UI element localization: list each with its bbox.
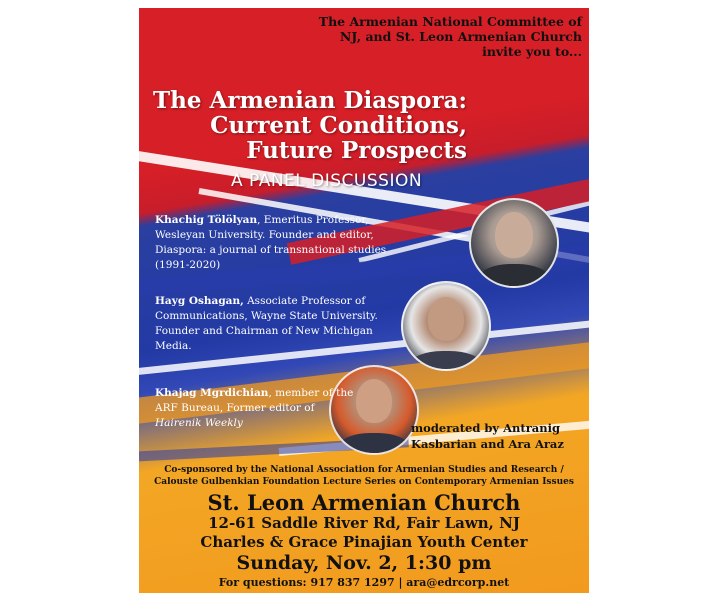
title-line: Future Prospects: [246, 137, 467, 164]
event-title: [147, 88, 467, 163]
panelist-name: Khachig Tölölyan: [155, 214, 258, 226]
event-date: Sunday, Nov. 2, 1:30 pm: [236, 552, 492, 574]
panelist-photo: [401, 281, 491, 371]
panelist-description: , Emeritus Professor, Wesleyan University. Founder and editor, Diaspora: a journal of transnational studies (1991-2020): [155, 214, 387, 271]
cosponsor-line: Calouste Gulbenkian Foundation Lecture Series on Contemporary Armenian Issues: [154, 477, 574, 487]
moderators-line: moderated by Antranig: [411, 421, 560, 435]
panelist-bio: [155, 213, 405, 273]
panelist-photo: [469, 198, 559, 288]
title-line: The Armenian Diaspora:: [153, 87, 467, 114]
panelist-name: Hayg Oshagan,: [155, 295, 244, 307]
cosponsor-text: [147, 464, 581, 488]
moderators-line: Kasbarian and Ara Araz: [411, 437, 564, 451]
suit-shape: [411, 351, 481, 371]
panelist-name: Khajag Mgrdichian: [155, 387, 269, 399]
moderators-text: [411, 420, 581, 452]
panelist-description: , member of the ARF Bureau, Former editor of: [155, 387, 354, 414]
title-line: Current Conditions,: [210, 112, 467, 139]
event-flyer: [139, 8, 589, 593]
publication-name: Hairenik Weekly: [155, 417, 243, 429]
venue-name: St. Leon Armenian Church: [207, 490, 521, 515]
face-shape: [356, 379, 392, 423]
inviter-text: [282, 14, 582, 59]
suit-shape: [339, 433, 409, 455]
panelist-description: Associate Professor of Communications, Wayne State University. Founder and Chairman of New Michigan Media.: [155, 295, 378, 352]
venue-address: 12-61 Saddle River Rd, Fair Lawn, NJ: [208, 514, 520, 532]
face-shape: [428, 297, 464, 341]
suit-shape: [479, 264, 549, 288]
event-subtitle: A PANEL DISCUSSION: [231, 171, 423, 191]
cosponsor-line: Co-sponsored by the National Association for Armenian Studies and Research /: [164, 465, 564, 475]
venue-center: Charles & Grace Pinajian Youth Center: [200, 533, 528, 551]
contact-info: For questions: 917 837 1297 | ara@edrcorp.net: [218, 576, 510, 589]
panelist-bio: [155, 386, 355, 431]
inviter-line: NJ, and St. Leon Armenian Church: [339, 29, 582, 44]
panelist-bio: [155, 294, 391, 354]
inviter-line: invite you to...: [482, 44, 582, 59]
face-shape: [495, 212, 533, 258]
venue-block: [139, 491, 589, 590]
inviter-line: The Armenian National Committee of: [318, 14, 582, 29]
